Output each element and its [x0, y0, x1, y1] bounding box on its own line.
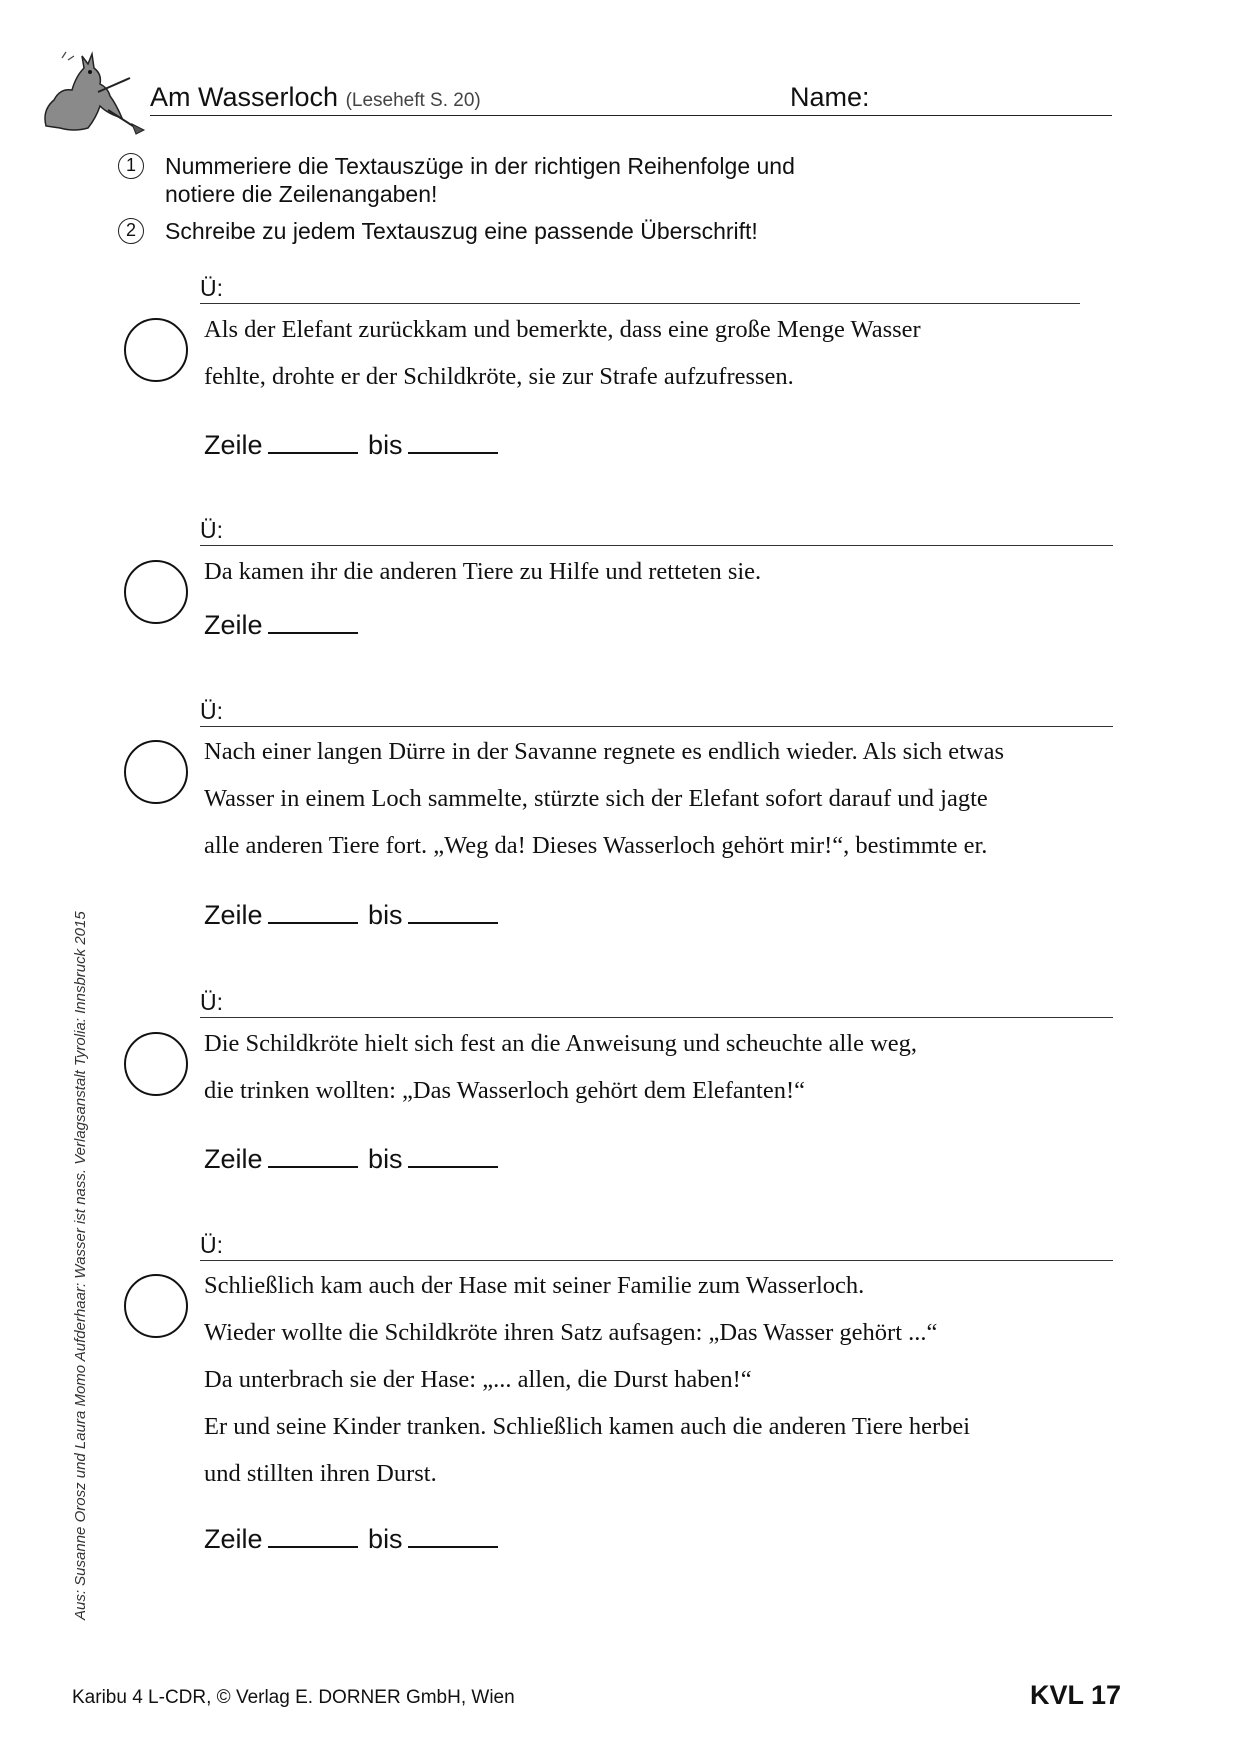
line-to-blank-5[interactable] [408, 1526, 498, 1548]
line-to-blank-1[interactable] [408, 432, 498, 454]
heading-line-1[interactable]: Ü: [200, 276, 1080, 304]
worksheet-title: Am Wasserloch (Leseheft S. 20) [150, 82, 481, 112]
line-from-blank-5[interactable] [268, 1526, 358, 1548]
line-from-blank-3[interactable] [268, 902, 358, 924]
kangaroo-logo-icon [38, 48, 148, 136]
heading-line-2[interactable]: Ü: [200, 518, 1113, 546]
task-number-1: 1 [118, 153, 144, 179]
number-circle-3[interactable] [124, 740, 188, 804]
line-range-1: Zeile bis [204, 430, 501, 461]
excerpt-4: Die Schildkröte hielt sich fest an die Anweisung und scheuchte alle weg, die trinken wollten: „Das Wasserloch gehört dem Elefanten!“ [204, 1030, 918, 1104]
number-circle-4[interactable] [124, 1032, 188, 1096]
line-range-5: Zeile bis [204, 1524, 501, 1555]
number-circle-5[interactable] [124, 1274, 188, 1338]
heading-line-3[interactable]: Ü: [200, 699, 1113, 727]
page-code: KVL 17 [1030, 1680, 1122, 1710]
excerpt-2: Da kamen ihr die anderen Tiere zu Hilfe und retteten sie. [204, 558, 762, 585]
task-2-text: Schreibe zu jedem Textauszug eine passende Überschrift! [165, 218, 758, 244]
excerpt-1: Als der Elefant zurückkam und bemerkte, dass eine große Menge Wasser fehlte, drohte er der Schildkröte, sie zur Strafe aufzufressen. [204, 316, 921, 390]
line-range-2: Zeile [204, 610, 361, 641]
excerpt-5: Schließlich kam auch der Hase mit seiner Familie zum Wasserloch. Wieder wollte die Schildkröte ihren Satz aufsagen: „Das Wasser gehört ...“ Da unterbrach sie der Hase: „... allen, die Durst haben!“ Er und seine Kinder tranken. Schließlich kamen auch die anderen Tiere herbei und stillten ihren Durst. [204, 1272, 971, 1487]
task-1 [118, 152, 1018, 212]
source-citation: Aus: Susanne Orosz und Laura Momo Aufderhaar: Wasser ist nass. Verlagsanstalt Tyrolia: Innsbruck 2015 [72, 911, 89, 1620]
line-from-blank-1[interactable] [268, 432, 358, 454]
number-circle-2[interactable] [124, 560, 188, 624]
footer-copyright: Karibu 4 L-CDR, © Verlag E. DORNER GmbH, Wien [72, 1687, 515, 1708]
task-2 [118, 217, 1018, 247]
task-1-text: Nummeriere die Textauszüge in der richtigen Reihenfolge und notiere die Zeilenangaben! [165, 153, 795, 207]
heading-line-5[interactable]: Ü: [200, 1233, 1113, 1261]
line-blank-2[interactable] [268, 612, 358, 634]
line-range-3: Zeile bis [204, 900, 501, 931]
heading-line-4[interactable]: Ü: [200, 990, 1113, 1018]
task-number-2: 2 [118, 218, 144, 244]
page-header [150, 82, 1112, 116]
line-to-blank-4[interactable] [408, 1146, 498, 1168]
line-from-blank-4[interactable] [268, 1146, 358, 1168]
title-reference: (Leseheft S. 20) [345, 90, 481, 111]
name-label: Name: [790, 82, 870, 112]
excerpt-3: Nach einer langen Dürre in der Savanne regnete es endlich wieder. Als sich etwas Wasser in einem Loch sammelte, stürzte sich der Elefant sofort darauf und jagte alle anderen Tiere fort. „Weg da! Dieses Wasserloch gehört mir!“, bestimmte er. [204, 738, 1005, 859]
line-to-blank-3[interactable] [408, 902, 498, 924]
number-circle-1[interactable] [124, 318, 188, 382]
line-range-4: Zeile bis [204, 1144, 501, 1175]
